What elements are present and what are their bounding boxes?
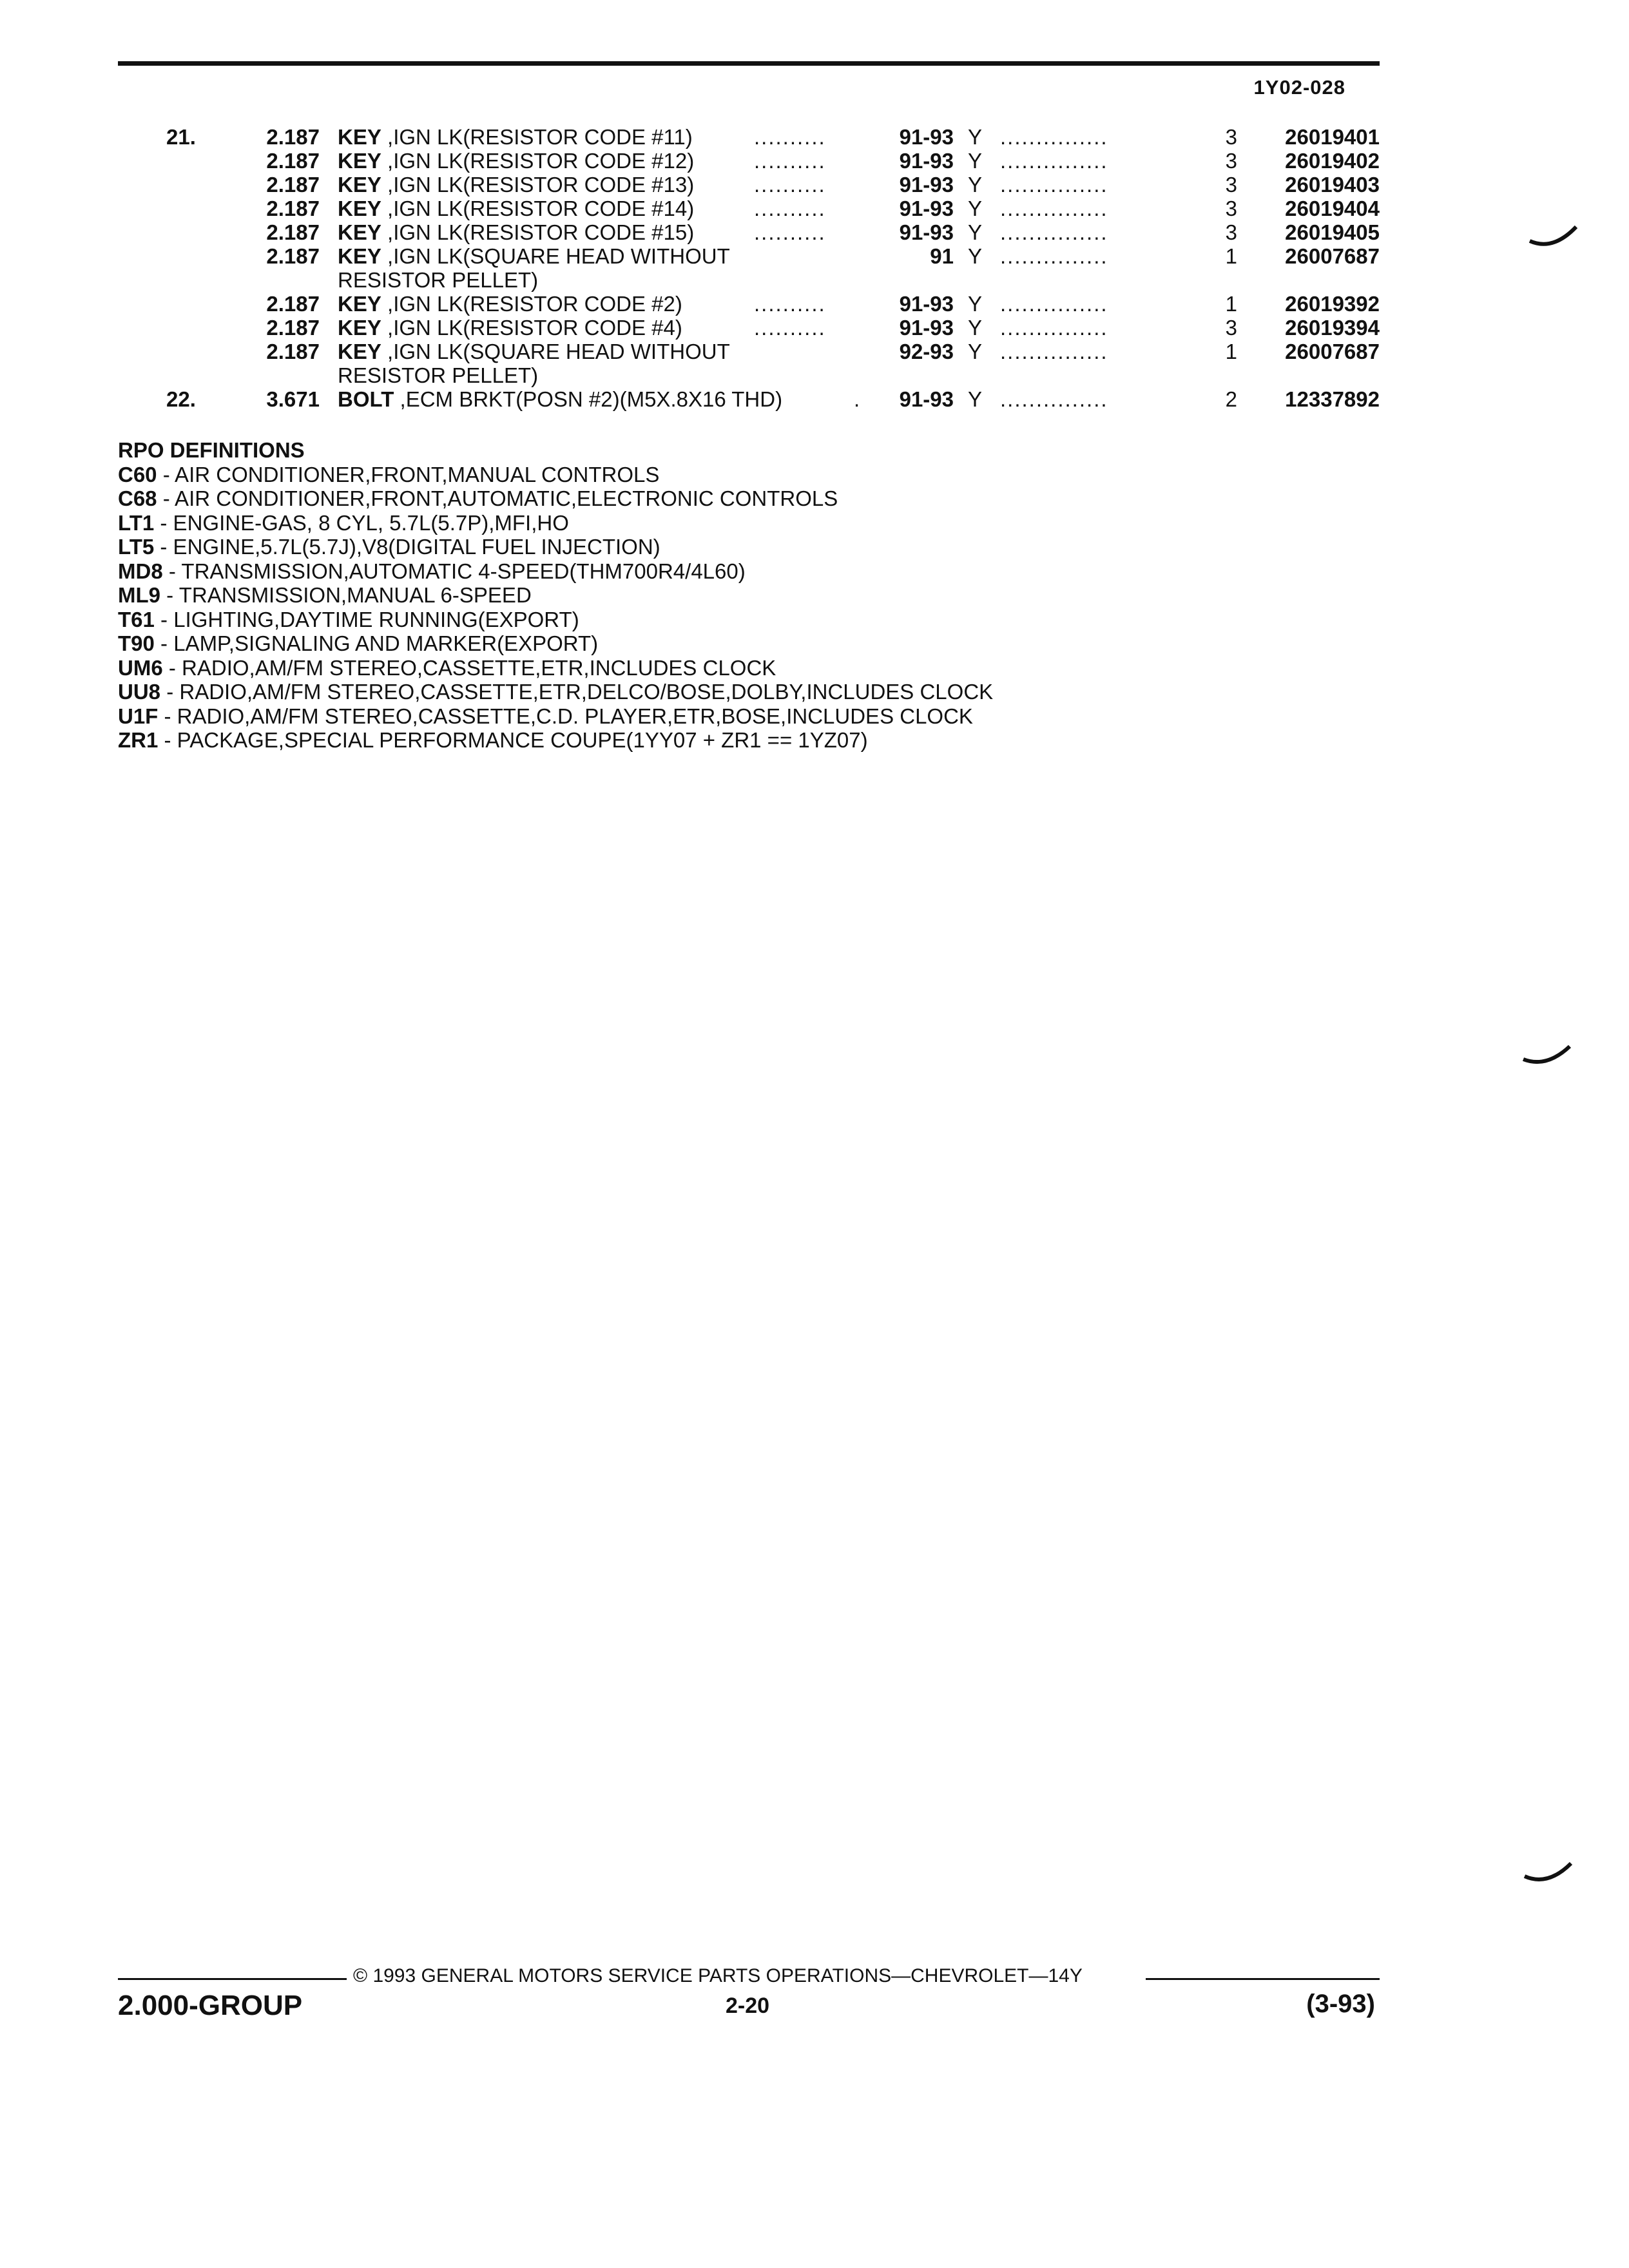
rpo-text: - ENGINE-GAS, 8 CYL, 5.7L(5.7P),MFI,HO xyxy=(154,510,569,535)
part-detail: ,IGN LK(SQUARE HEAD WITHOUT xyxy=(381,340,730,363)
footer-rule-left xyxy=(118,1978,347,1980)
leader-dots: ............... xyxy=(1000,340,1108,363)
model-years: 91-93 xyxy=(899,197,954,220)
binder-clip-mark-icon xyxy=(1522,1856,1574,1888)
model-years: 91 xyxy=(930,244,954,268)
group-number: 2.187 xyxy=(266,197,320,220)
rpo-text: - RADIO,AM/FM STEREO,CASSETTE,ETR,DELCO/BOSE,DOLBY,INCLUDES CLOCK xyxy=(160,680,994,704)
rpo-code: T90 xyxy=(118,631,155,655)
group-number: 2.187 xyxy=(266,340,320,363)
quantity: 1 xyxy=(1225,340,1237,363)
rpo-item xyxy=(118,656,993,680)
part-description xyxy=(338,340,866,387)
usage-flag: Y xyxy=(968,220,983,244)
rpo-item xyxy=(118,631,993,656)
leader-dots: ............... xyxy=(1000,149,1108,173)
part-noun: KEY xyxy=(338,197,381,220)
page-number: 2-20 xyxy=(726,1994,770,2018)
revision-date: (3-93) xyxy=(1306,1990,1375,2018)
part-noun: BOLT xyxy=(338,387,394,411)
quantity: 3 xyxy=(1225,173,1237,197)
copyright-notice: © 1993 GENERAL MOTORS SERVICE PARTS OPERATIONS—CHEVROLET—14Y xyxy=(353,1965,1083,1986)
usage-flag: Y xyxy=(968,197,983,220)
table-row xyxy=(0,125,1629,149)
header-rule xyxy=(118,61,1380,66)
rpo-item xyxy=(118,486,993,511)
rpo-text: - LIGHTING,DAYTIME RUNNING(EXPORT) xyxy=(154,607,579,631)
part-noun: KEY xyxy=(338,125,381,149)
leader-dots: .......... xyxy=(754,149,826,173)
leader-dots: .......... xyxy=(754,197,826,220)
table-row xyxy=(0,244,1629,292)
table-row xyxy=(0,220,1629,244)
part-noun: KEY xyxy=(338,149,381,173)
part-detail: ,IGN LK(RESISTOR CODE #14) xyxy=(381,197,695,220)
rpo-item xyxy=(118,728,993,753)
footer-rule-right xyxy=(1146,1978,1380,1980)
model-years: 91-93 xyxy=(899,173,954,197)
rpo-code: C68 xyxy=(118,486,157,510)
rpo-definitions xyxy=(118,438,993,753)
rpo-item xyxy=(118,559,993,584)
usage-flag: Y xyxy=(968,149,983,173)
leader-dots: ............... xyxy=(1000,197,1108,220)
usage-flag: Y xyxy=(968,244,983,268)
quantity: 3 xyxy=(1225,125,1237,149)
rpo-code: MD8 xyxy=(118,559,163,583)
quantity: 3 xyxy=(1225,149,1237,173)
rpo-item xyxy=(118,608,993,632)
part-detail: ,ECM BRKT(POSN #2)(M5X.8X16 THD) xyxy=(394,387,783,411)
part-number: 26019401 xyxy=(1285,125,1380,149)
table-row xyxy=(0,387,1629,411)
quantity: 1 xyxy=(1225,292,1237,316)
part-detail-continued: RESISTOR PELLET) xyxy=(338,363,539,387)
part-number: 26019404 xyxy=(1285,197,1380,220)
rpo-text: - TRANSMISSION,AUTOMATIC 4-SPEED(THM700R4/4L60) xyxy=(162,559,746,583)
part-noun: KEY xyxy=(338,244,381,268)
rpo-item xyxy=(118,680,993,704)
model-years: 92-93 xyxy=(899,340,954,363)
part-detail-continued: RESISTOR PELLET) xyxy=(338,268,539,292)
part-number: 26019402 xyxy=(1285,149,1380,173)
rpo-item xyxy=(118,463,993,487)
table-row xyxy=(0,173,1629,197)
leader-dots: ............... xyxy=(1000,220,1108,244)
rpo-item xyxy=(118,583,993,608)
page-code: 1Y02-028 xyxy=(1253,76,1345,99)
rpo-code: LT5 xyxy=(118,535,155,559)
rpo-title: RPO DEFINITIONS xyxy=(118,438,305,462)
rpo-item xyxy=(118,704,993,729)
rpo-text: - AIR CONDITIONER,FRONT,AUTOMATIC,ELECTRONIC CONTROLS xyxy=(157,486,838,510)
rpo-text: - TRANSMISSION,MANUAL 6-SPEED xyxy=(160,583,532,607)
binder-clip-mark-icon xyxy=(1527,219,1579,251)
part-number: 26007687 xyxy=(1285,340,1380,363)
item-number: 21. xyxy=(166,125,196,149)
model-years: 91-93 xyxy=(899,149,954,173)
usage-flag: Y xyxy=(968,340,983,363)
usage-flag: Y xyxy=(968,387,983,411)
rpo-text: - RADIO,AM/FM STEREO,CASSETTE,C.D. PLAYER,ETR,BOSE,INCLUDES CLOCK xyxy=(158,704,973,728)
rpo-text: - LAMP,SIGNALING AND MARKER(EXPORT) xyxy=(154,631,599,655)
usage-flag: Y xyxy=(968,292,983,316)
rpo-item xyxy=(118,511,993,535)
part-noun: KEY xyxy=(338,316,381,340)
parts-table xyxy=(0,125,1629,411)
group-number: 2.187 xyxy=(266,292,320,316)
rpo-code: ML9 xyxy=(118,583,160,607)
part-description xyxy=(338,244,866,292)
model-years: 91-93 xyxy=(899,387,954,411)
leader-dots: .......... xyxy=(754,125,826,149)
part-detail: ,IGN LK(RESISTOR CODE #11) xyxy=(381,125,693,149)
group-number: 2.187 xyxy=(266,125,320,149)
rpo-code: ZR1 xyxy=(118,728,159,752)
part-number: 12337892 xyxy=(1285,387,1380,411)
rpo-code: UM6 xyxy=(118,655,163,680)
leader-dots: ............... xyxy=(1000,387,1108,411)
table-row xyxy=(0,292,1629,316)
part-number: 26019394 xyxy=(1285,316,1380,340)
part-noun: KEY xyxy=(338,292,381,316)
part-detail: ,IGN LK(RESISTOR CODE #12) xyxy=(381,149,695,173)
table-row xyxy=(0,340,1629,387)
part-detail: ,IGN LK(RESISTOR CODE #13) xyxy=(381,173,695,197)
binder-clip-mark-icon xyxy=(1521,1037,1572,1070)
rpo-text: - ENGINE,5.7L(5.7J),V8(DIGITAL FUEL INJECTION) xyxy=(154,535,660,559)
part-number: 26019405 xyxy=(1285,220,1380,244)
quantity: 3 xyxy=(1225,220,1237,244)
model-years: 91-93 xyxy=(899,316,954,340)
table-row xyxy=(0,197,1629,220)
item-number: 22. xyxy=(166,387,196,411)
leader-dots: ............... xyxy=(1000,244,1108,268)
group-number: 2.187 xyxy=(266,149,320,173)
quantity: 2 xyxy=(1225,387,1237,411)
part-number: 26007687 xyxy=(1285,244,1380,268)
model-years: 91-93 xyxy=(899,220,954,244)
model-years: 91-93 xyxy=(899,125,954,149)
model-years: 91-93 xyxy=(899,292,954,316)
usage-flag: Y xyxy=(968,316,983,340)
part-detail: ,IGN LK(RESISTOR CODE #2) xyxy=(381,292,682,316)
quantity: 3 xyxy=(1225,316,1237,340)
part-detail: ,IGN LK(RESISTOR CODE #15) xyxy=(381,220,695,244)
leader-dots: .......... xyxy=(754,220,826,244)
part-noun: KEY xyxy=(338,173,381,197)
part-number: 26019392 xyxy=(1285,292,1380,316)
leader-dots: .......... xyxy=(754,173,826,197)
group-number: 2.187 xyxy=(266,173,320,197)
rpo-code: U1F xyxy=(118,704,159,728)
leader-dots: . xyxy=(854,387,862,411)
leader-dots: .......... xyxy=(754,316,826,340)
rpo-text: - PACKAGE,SPECIAL PERFORMANCE COUPE(1YY07 + ZR1 == 1YZ07) xyxy=(158,728,868,752)
group-number: 2.187 xyxy=(266,220,320,244)
leader-dots: ............... xyxy=(1000,125,1108,149)
part-noun: KEY xyxy=(338,340,381,363)
group-number: 3.671 xyxy=(266,387,320,411)
part-noun: KEY xyxy=(338,220,381,244)
part-detail: ,IGN LK(SQUARE HEAD WITHOUT xyxy=(381,244,730,268)
table-row xyxy=(0,149,1629,173)
table-row xyxy=(0,316,1629,340)
quantity: 1 xyxy=(1225,244,1237,268)
rpo-text: - RADIO,AM/FM STEREO,CASSETTE,ETR,INCLUDES CLOCK xyxy=(162,655,776,680)
part-detail: ,IGN LK(RESISTOR CODE #4) xyxy=(381,316,682,340)
usage-flag: Y xyxy=(968,173,983,197)
leader-dots: ............... xyxy=(1000,292,1108,316)
leader-dots: ............... xyxy=(1000,316,1108,340)
rpo-text: - AIR CONDITIONER,FRONT,MANUAL CONTROLS xyxy=(157,462,660,486)
part-number: 26019403 xyxy=(1285,173,1380,197)
leader-dots: .......... xyxy=(754,292,826,316)
group-number: 2.187 xyxy=(266,244,320,268)
rpo-code: C60 xyxy=(118,462,157,486)
rpo-item xyxy=(118,535,993,559)
usage-flag: Y xyxy=(968,125,983,149)
part-description xyxy=(338,387,866,411)
rpo-code: LT1 xyxy=(118,510,155,535)
quantity: 3 xyxy=(1225,197,1237,220)
rpo-code: UU8 xyxy=(118,680,161,704)
leader-dots: ............... xyxy=(1000,173,1108,197)
rpo-code: T61 xyxy=(118,607,155,631)
group-label: 2.000-GROUP xyxy=(118,1990,303,2021)
group-number: 2.187 xyxy=(266,316,320,340)
